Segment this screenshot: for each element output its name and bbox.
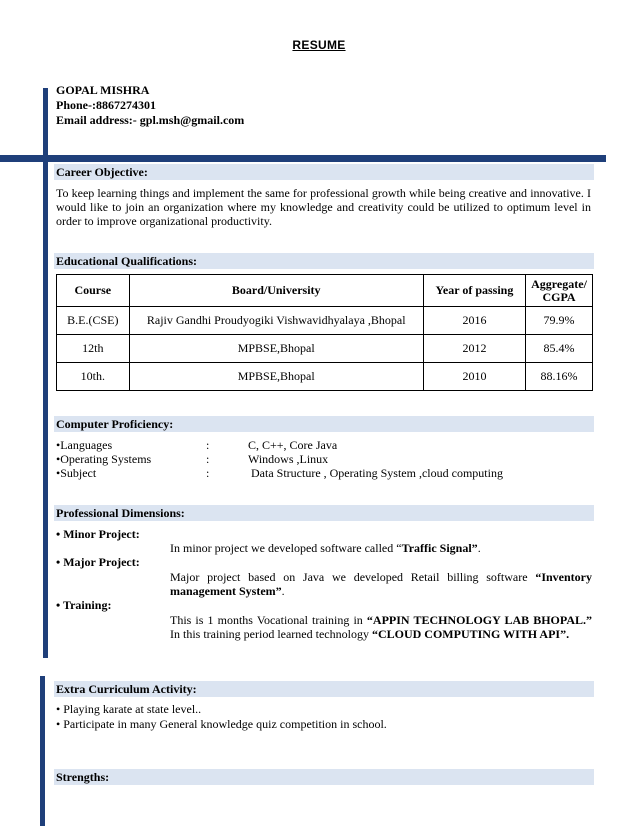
table-cell: MPBSE,Bhopal	[129, 335, 423, 363]
table-cell: Rajiv Gandhi Proudyogiki Vishwavidhyalaya ,Bhopal	[129, 307, 423, 335]
minor-project-title: Traffic Signal”	[401, 541, 478, 555]
training-institute: “APPIN TECHNOLOGY LAB BHOPAL.”	[366, 613, 592, 627]
major-text-part: Major project based on Java we developed Retail billing software	[170, 570, 536, 584]
left-accent-bar	[43, 88, 48, 658]
table-cell: 2012	[423, 335, 525, 363]
training-technology: “CLOUD COMPUTING WITH API”.	[371, 627, 570, 641]
activity-item: • Participate in many General knowledge quiz competition in school.	[56, 717, 387, 731]
professional-dimensions-heading: Professional Dimensions:	[54, 505, 594, 521]
resume-title: RESUME	[292, 38, 346, 52]
career-objective-heading: Career Objective:	[54, 164, 594, 180]
major-project-label: • Major Project:	[56, 555, 140, 569]
table-row	[57, 335, 593, 363]
major-project-title: “Inventory management System”	[170, 570, 592, 598]
training-label: • Training:	[56, 598, 112, 612]
list-item	[56, 466, 596, 480]
career-objective-text: To keep learning things and implement the same for professional growth while being creative and innovative. I would like to join an organization where my knowledge and creativity could be utilized to optimum level in order to improve organizational productivity.	[56, 186, 591, 228]
email-address: Email address:- gpl.msh@gmail.com	[56, 113, 245, 127]
table-row	[57, 363, 593, 391]
table-cell: 79.9%	[526, 307, 593, 335]
table-cell: 85.4%	[526, 335, 593, 363]
skill-label: •Languages	[56, 438, 113, 452]
education-table	[56, 274, 593, 391]
column-header: Aggregate/ CGPA	[526, 275, 593, 307]
activity-item: • Playing karate at state level..	[56, 702, 202, 716]
minor-text-part: In minor project we developed software called “	[170, 541, 402, 555]
table-cell: 2010	[423, 363, 525, 391]
table-cell: 88.16%	[526, 363, 593, 391]
skill-separator: :	[206, 438, 210, 452]
strengths-heading: Strengths:	[54, 769, 594, 785]
column-header: Year of passing	[423, 275, 525, 307]
skill-value: Data Structure , Operating System ,cloud computing	[251, 466, 503, 480]
minor-project-label: • Minor Project:	[56, 527, 140, 541]
extra-curriculum-heading: Extra Curriculum Activity:	[54, 681, 594, 697]
education-heading: Educational Qualifications:	[54, 253, 594, 269]
major-text-part: .	[281, 584, 285, 598]
list-item	[56, 452, 596, 466]
candidate-name: GOPAL MISHRA	[56, 83, 150, 97]
skill-separator: :	[206, 466, 210, 480]
header-divider-bar	[0, 155, 606, 162]
phone-number: Phone-:8867274301	[56, 98, 156, 112]
column-header: Course	[57, 275, 130, 307]
table-cell: B.E.(CSE)	[57, 307, 130, 335]
column-header: Board/University	[129, 275, 423, 307]
table-header-row	[57, 275, 593, 307]
minor-text-part: .	[477, 541, 481, 555]
left-accent-bar-lower	[40, 676, 45, 826]
skill-label: •Subject	[56, 466, 97, 480]
contact-block	[56, 83, 244, 128]
list-item	[56, 438, 596, 452]
table-cell: MPBSE,Bhopal	[129, 363, 423, 391]
table-row	[57, 307, 593, 335]
training-text	[170, 613, 592, 641]
skill-label: •Operating Systems	[56, 452, 152, 466]
table-cell: 2016	[423, 307, 525, 335]
skill-value: C, C++, Core Java	[248, 438, 338, 452]
skill-separator: :	[206, 452, 210, 466]
skill-value: Windows ,Linux	[248, 452, 329, 466]
major-project-text	[170, 570, 592, 598]
table-cell: 10th.	[57, 363, 130, 391]
training-text-part: In this training period learned technology	[170, 627, 372, 641]
minor-project-text	[170, 541, 592, 555]
training-text-part: This is 1 months Vocational training in	[170, 613, 367, 627]
computer-proficiency-heading: Computer Proficiency:	[54, 416, 594, 432]
table-cell: 12th	[57, 335, 130, 363]
computer-proficiency-list	[56, 438, 596, 480]
